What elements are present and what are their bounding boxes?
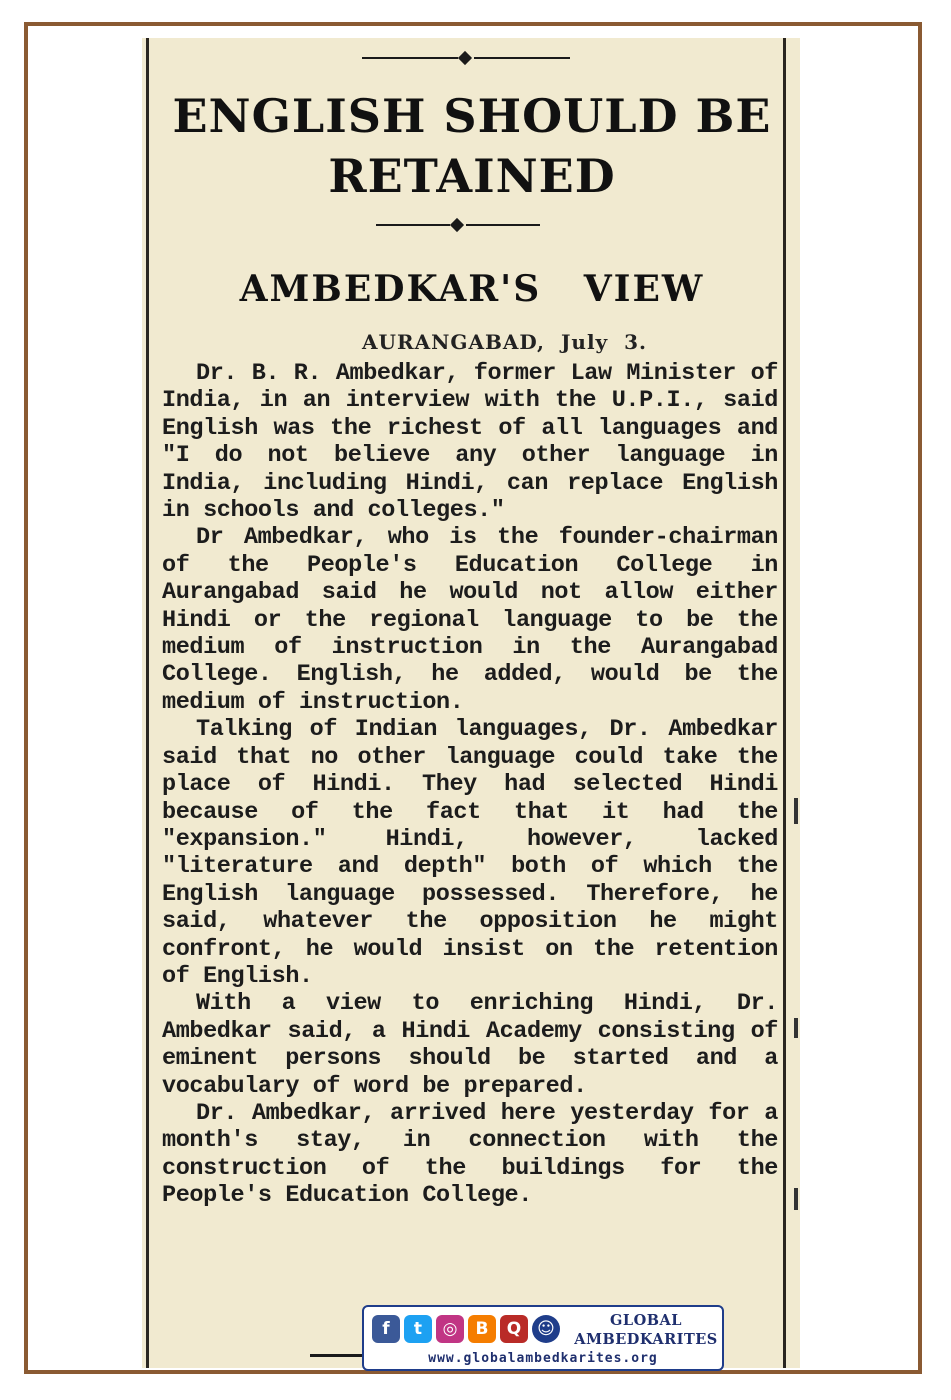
article-body — [162, 360, 778, 1210]
blogger-icon[interactable]: B — [468, 1315, 496, 1343]
subheadline: AMBEDKAR'S VIEW — [239, 268, 705, 310]
top-ornament-rule-right — [474, 57, 570, 59]
brand-name-line-2: AMBEDKARITES — [574, 1331, 718, 1348]
brand-url-link[interactable]: www.globalambedkarites.org — [428, 1351, 658, 1366]
paragraph-4: With a view to enriching Hindi, Dr. Ambedkar said, a Hindi Academy consisting of eminent persons should be started and a vocabulary of word be prepared. — [162, 990, 778, 1100]
mid-ornament-diamond — [450, 218, 464, 232]
top-ornament-rule-left — [362, 57, 458, 59]
twitter-icon[interactable]: t — [404, 1315, 432, 1343]
edge-mark — [794, 1018, 798, 1038]
paragraph-3: Talking of Indian languages, Dr. Ambedkar said that no other language could take the place of Hindi. They had selected Hindi because of the fact that it had the "expansion." Hindi, however, lacked "literature and depth" both of which the English language possessed. Therefore, he said, whatever the opposition he might confront, he would insist on the retention of English. — [162, 716, 778, 990]
headline-line-1: ENGLISH SHOULD BE — [172, 89, 772, 143]
ambedkar-portrait-icon: ☺ — [532, 1315, 560, 1343]
headline-line-2: RETAINED — [328, 149, 616, 203]
brand-name-line-1: GLOBAL — [610, 1312, 682, 1329]
newspaper-clipping — [142, 38, 800, 1368]
headline — [162, 86, 782, 206]
edge-mark — [794, 798, 798, 824]
paragraph-5: Dr. Ambedkar, arrived here yesterday for a month's stay, in connection with the construction of the buildings for the People's Education College. — [162, 1099, 778, 1210]
paragraph-1: Dr. B. R. Ambedkar, former Law Minister of India, in an interview with the U.P.I., said English was the richest of all languages and "I do not believe any other language in India, including Hindi, can replace English in schools and colleges." — [162, 360, 778, 525]
facebook-icon[interactable]: f — [372, 1315, 400, 1343]
brand-name — [572, 1311, 720, 1349]
mid-ornament-rule-left — [376, 224, 450, 226]
paragraph-2: Dr Ambedkar, who is the founder-chairman of the People's Education College in Aurangabad said he would not allow either Hindi or the regional language to be the medium of instruction in the Aurangabad College. English, he added, would be the medium of instruction. — [162, 524, 778, 716]
edge-mark — [794, 1188, 798, 1210]
brand-banner[interactable] — [362, 1305, 724, 1371]
instagram-icon[interactable]: ◎ — [436, 1315, 464, 1343]
mid-ornament-rule-right — [466, 224, 540, 226]
dateline: AURANGABAD, July 3. — [362, 330, 648, 354]
top-ornament-diamond — [458, 51, 472, 65]
quora-icon[interactable]: Q — [500, 1315, 528, 1343]
